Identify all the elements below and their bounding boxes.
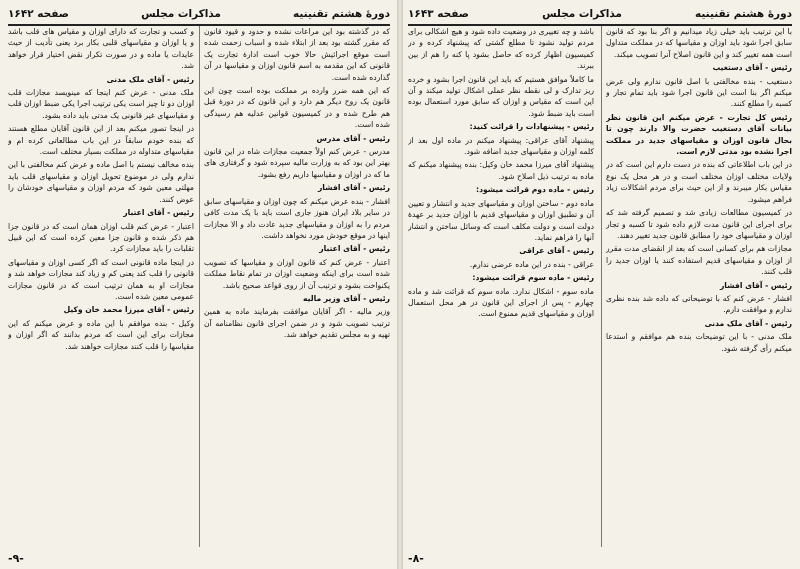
page-number: -۸- (408, 552, 424, 565)
paragraph: ما کاملاً موافق هستیم که باید این قانون اجرا بشود و خرده ریز تدارک و لی نقطه نظر عملی اشکال تولید میکند و آن این است که مقیاس و اوزان که سابق مورد استعمال بوده است باید ضبط شود. (408, 74, 594, 118)
speaker-line: رئیس - آقای اعتبار (123, 208, 194, 218)
right-page (400, 0, 800, 569)
paragraph: باشد و چه تغییری در وضعیت داده شود و هیچ اشکالی برای مردم تولید نشود تا مطلع گشتی که پیشنهاد کرده و در کمیسیون اظهار کرده که حاصل بشود پا کنه را هم از بین ببرند. (408, 27, 594, 71)
speaker-line: رئیس - آقای افشار (719, 280, 792, 290)
paragraph: بنده مخالف نیستم با اصل ماده و عرض کنم مخالفتی با این ندارم ولی در موضوع تحویل اوزان و مقیاسهای قلب باید مهلتی معین شود که مردم اوزان و مقیاسهای خودشان را عوض کنند. (8, 160, 194, 204)
paragraph: وزیر مالیه - اگر آقایان موافقت بفرمایند ماده به همین ترتیب تصویب شود و در ضمن اجرای قانون نظامنامه آن تهیه و به مجلس تقدیم خواهد شد. (204, 307, 390, 340)
column-divider (199, 26, 200, 547)
paragraph: پیشنهاد آقای عراقی: پیشنهاد میکنم در ماده اول بعد از کلمه اوزان و مقیاسهای جدید اضافه شود. (408, 135, 594, 157)
text-column-left (8, 26, 194, 547)
speaker-line: رئیس - آقای اعتبار (319, 244, 390, 254)
page-label: صفحه ۱۶۴۲ (8, 8, 69, 20)
session-title: دورهٔ هشتم تقنینیه (293, 8, 390, 20)
page-number: -۹- (8, 552, 24, 565)
paragraph: مدرس - عرض کنم اولاً جمعیت مجازات شاه در این قانون بهتر این بود که به وزارت مالیه سپرده شود و گرفتاری های ما که در اوزان و مقیاسها داریم رفع بشود. (204, 147, 390, 179)
center-title: مذاکرات مجلس (542, 8, 622, 20)
speaker-line: رئیس - آقای عراقی (519, 246, 594, 256)
paragraph: و کسب و تجارت که دارای اوزان و مقیاس های قلب باشد و یا اوزان و مقیاسهای قلبی بکار برد یعنی تأدیب از حیث عایدات یا ماده و در صورت تکرار نقض اختیار قرار خواهد شد. (8, 27, 194, 71)
paragraph: در اینجا تصور میکنم بعد از این قانون آقایان مطلع هستند که بنده خودم سابقاً در این باب مطالعاتی کرده ام و مقیاسهای متداوله در مملکت بسیار مختلف است. (8, 124, 194, 157)
speaker-line: رئیس کل تجارت - عرض میکنم این قانون نظر بیانات آقای دستغیب حضرت والا دارند چون تا بحال قانون اوزان و مقیاسهای جدید در مملکت اجرا نشده بود مدتی لازم است. (606, 112, 792, 157)
speaker-line: رئیس - آقای مدرس (316, 133, 390, 143)
paragraph: با این ترتیب باید خیلی زیاد میدانیم و اگر بنا بود که قانون سابق اجرا شود باید اوزان و مقیاسها که در مملکت متداول است همه تغییر کند و این قانون اصلاح آنرا تصویب میکند. (606, 27, 792, 59)
speaker-line: رئیس - ماده سوم قرائت میشود: (472, 273, 594, 283)
text-column-right (606, 26, 792, 547)
speaker-line: رئیس - پیشنهادات را قرائت کنید: (469, 122, 594, 132)
paragraph: دستغیب - بنده مخالفتی با اصل قانون ندارم ولی عرض میکنم اگر بنا است این قانون اجرا شود باید تمام تجار و کسبه را مطلع کنند. (606, 76, 792, 109)
page-header (8, 6, 390, 26)
paragraph: اعتبار - عرض کنم قلب اوزان همان است که در قانون جزا هم ذکر شده و قانون جزا معین کرده است که این قبیل تقلبات را باید مجازات کرد. (8, 221, 194, 254)
paragraph: در کمیسیون مطالعات زیادی شد و تصمیم گرفته شد که برای اجرای این قانون مدت لازم داده شود تا کسبه و تجار اوزان و مقیاسهای خود را مطابق قانون جدید تغییر دهند. (606, 208, 792, 240)
text-column-left (408, 26, 594, 547)
text-column-right (204, 26, 390, 547)
speaker-line: رئیس - آقای دستغیب (712, 63, 792, 73)
speaker-line: رئیس - ماده دوم قرائت میشود: (476, 185, 594, 195)
paragraph: که در گذشته بود این مراعات نشده و حدود و قیود قانون که مقرر گشته بود بعد از ابتلاء شده و اسباب زحمت شده است موقع اجرائیش حالا خوب است ادارهٔ تجارت یک قانونی که این مقدمه به اسم قانون اوزان و مقیاسها در آن گذارده شده است. (204, 27, 390, 82)
page-header (408, 6, 792, 26)
center-title: مذاکرات مجلس (141, 8, 221, 20)
column-divider (601, 26, 602, 547)
left-page (0, 0, 399, 569)
paragraph: در اینجا ماده قانونی است که اگر کسی اوزان و مقیاسهای قانونی را قلب کند یعنی کم و زیاد کند مجازات خواهد شد و مجازات او به همان ترتیب است که در قانون مجازات عمومی معین شده است. (8, 257, 194, 301)
paragraph: عراقی - بنده در این ماده عرضی ندارم. (469, 259, 594, 269)
paragraph: که این همه ضرر وارده بر مملکت بوده است چون این قانون یک روح دیگر هم دارد و این قانون که در دورهٔ قبل هم طرح شده و در کمیسیون قوانین عدلیه هم رسیدگی شده است. (204, 86, 390, 130)
speaker-line: رئیس - آقای ملک مدنی (106, 74, 194, 84)
paragraph: اعتبار - عرض کنم که قانون اوزان و مقیاسها که تصویب شده است برای اینکه وضعیت اوزان در تمام نقاط مملکت یکنواخت بشود و ترتیب آن از روی قواعد صحیح باشد. (204, 257, 390, 290)
paragraph: در این باب اطلاعاتی که بنده در دست دارم این است که در ولایات مختلف اوزان مختلف است و در هر محل یک نوع مقیاس بکار میبرند و از این حیث برای مردم اشکالات زیاد فراهم میشود. (606, 160, 792, 204)
paragraph: مجازات هم برای کسانی است که بعد از انقضای مدت مقرر از اوزان و مقیاسهای قدیم استفاده کنند یا اوزان جدید را قلب کنند. (606, 244, 792, 277)
paragraph: پیشنهاد آقای میرزا محمد خان وکیل: بنده پیشنهاد میکنم که ماده به ترتیب ذیل اصلاح شود. (408, 160, 594, 181)
speaker-line: رئیس - آقای افشار (317, 183, 390, 193)
paragraph: افشار - بنده عرض میکنم که چون اوزان و مقیاسهای سابق در سایر بلاد ایران هنوز جاری است باید با یک مدت کافی مردم را به اوزان و مقیاسهای جدید عادت داد و الا مجازات اینها در موقع خودش مورد نخواهد داشت. (204, 196, 390, 240)
paragraph: افشار - عرض کنم که با توضیحاتی که داده شد بنده نظری ندارم و موافقت دارم. (606, 293, 792, 315)
paragraph: وکیل - بنده موافقم با این ماده و عرض میکنم که این مجازات برای این است که مردم بدانند که اگر اوزان و مقیاسها را قلب کنند مجازات خواهند شد. (8, 318, 194, 351)
speaker-line: رئیس - آقای وزیر مالیه (303, 293, 390, 303)
paragraph: ملک مدنی - با این توضیحات بنده هم موافقم و استدعا میکنم رأی گرفته شود. (606, 332, 792, 353)
speaker-line: رئیس - آقای میرزا محمد خان وکیل (63, 305, 194, 315)
page-label: صفحه ۱۶۴۳ (408, 8, 469, 20)
speaker-line: رئیس - آقای ملک مدنی (704, 318, 792, 328)
paragraph: ماده سوم - اشکال ندارد. ماده سوم که قرائت شد و ماده چهارم - پس از اجرای این قانون در هر محل استعمال اوزان و مقیاسهای قدیم ممنوع است. (408, 286, 594, 319)
paragraph: ماده دوم - ساختن اوزان و مقیاسهای جدید و انتشار و تعیین آن و تطبیق اوزان و مقیاسهای قدیم با اوزان جدید بر عهدهٔ دولت است و دولت مکلف است که وسائل ساختن و انتشار آنها را فراهم نماید. (408, 198, 594, 242)
session-title: دورهٔ هشتم تقنینیه (695, 8, 792, 20)
paragraph: ملک مدنی - عرض کنم اینجا که مینویسد مجازات قلب اوزان دو تا چیز است یکی ترتیب اجرا یکی ضبط اوزان قلب و مقیاسهای غیر قانونی یک مدتی باید داده بشود. (8, 88, 194, 120)
